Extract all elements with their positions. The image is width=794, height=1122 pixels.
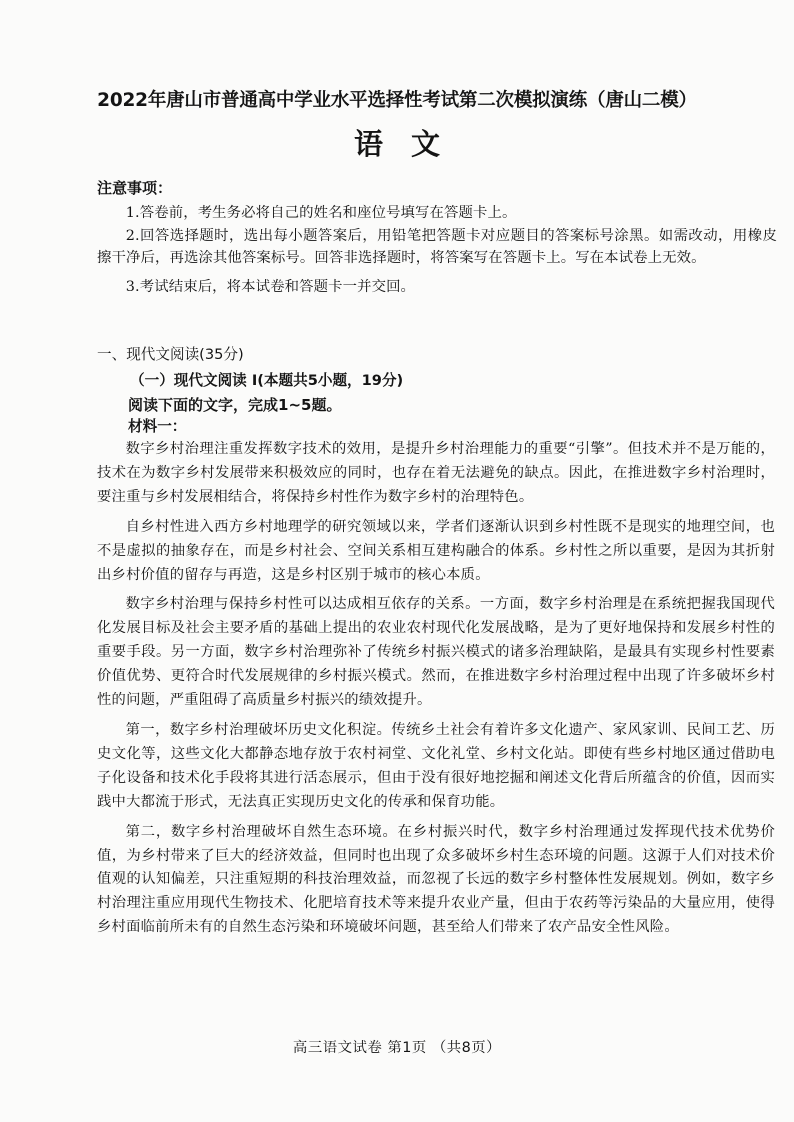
section-subheading: （一）现代文阅读 I(本题共5小题，19分) [130, 372, 404, 389]
passage-paragraph: 数字乡村治理与保持乡村性可以达成相互依存的关系。一方面，数字乡村治理是在系统把握我国现代化发展目标及社会主要矛盾的基础上提出的农业农村现代化发展战略，是为了更好地保持和发展乡村性的重要手段。另一方面，数字乡村治理弥补了传统乡村振兴模式的诸多治理缺陷，是最具有实现乡村性要素价值优势、更符合时代发展规律的乡村振兴模式。然而，在推进数字乡村治理过程中出现了许多破坏乡村性的问题，严重阻碍了高质量乡村振兴的绩效提升。 [97, 596, 775, 709]
reading-passage [97, 438, 775, 940]
note-item-1: 1.答卷前，考生务必将自己的姓名和座位号填写在答题卡上。 [125, 205, 517, 221]
page-footer: 高三语文试卷 第1页 （共8页） [292, 1040, 502, 1056]
subject-title: 语文 [353, 127, 468, 161]
passage-paragraph: 数字乡村治理注重发挥数字技术的效用，是提升乡村治理能力的重要“引擎”。但技术并不是万能的，技术在为数字乡村发展带来积极效应的同时，也存在着无法避免的缺点。因此，在推进数字乡村治理时，要注重与乡村发展相结合，将保持乡村性作为数字乡村的治理特色。 [97, 441, 775, 505]
note-item-3: 3.考试结束后，将本试卷和答题卡一并交回。 [125, 278, 416, 295]
passage-paragraph: 自乡村性进入西方乡村地理学的研究领域以来，学者们逐渐认识到乡村性既不是现实的地理空间，也不是虚拟的抽象存在，而是乡村社会、空间关系相互建构融合的体系。乡村性之所以重要，是因为其折射出乡村价值的留存与再造，这是乡村区别于城市的核心本质。 [97, 518, 775, 583]
notes-list [97, 202, 777, 298]
section-heading: 一、现代文阅读(35分) [97, 346, 244, 363]
passage-paragraph: 第二，数字乡村治理破坏自然生态环境。在乡村振兴时代，数字乡村治理通过发挥现代技术优势价值，为乡村带来了巨大的经济效益，但同时也出现了众多破坏乡村生态环境的问题。这源于人们对技术价值观的认知偏差，只注重短期的科技治理效益，而忽视了长远的数字乡村整体性发展规划。例如，数字乡村治理注重应用现代生物技术、化肥培育技术等来提升农业产量，但由于农药等污染品的大量应用，使得乡村面临前所未有的自然生态污染和环境破坏问题，甚至给人们带来了农产品安全性风险。 [97, 823, 775, 936]
exam-title: 2022年唐山市普通高中学业水平选择性考试第二次模拟演练（唐山二模） [97, 90, 697, 111]
material-label: 材料一： [128, 418, 187, 435]
reading-instruction: 阅读下面的文字，完成1~5题。 [128, 396, 342, 414]
notes-heading: 注意事项： [97, 179, 173, 197]
note-item-2: 2.回答选择题时，选出每小题答案后，用铅笔把答题卡对应题目的答案标号涂黑。如需改动，用橡皮擦干净后，再选涂其他答案标号。回答非选择题时，将答案写在答题卡上。写在本试卷上无效。 [97, 227, 777, 267]
passage-paragraph: 第一，数字乡村治理破坏历史文化积淀。传统乡土社会有着许多文化遗产、家风家训、民间工艺、历史文化等，这些文化大都静态地存放于农村祠堂、文化礼堂、乡村文化站。即使有些乡村地区通过借助电子化设备和技术化手段将其进行活态展示，但由于没有很好地挖掘和阐述文化背后所蕴含的价值，因而实践中大都流于形式，无法真正实现历史文化的传承和保育功能。 [97, 721, 775, 810]
